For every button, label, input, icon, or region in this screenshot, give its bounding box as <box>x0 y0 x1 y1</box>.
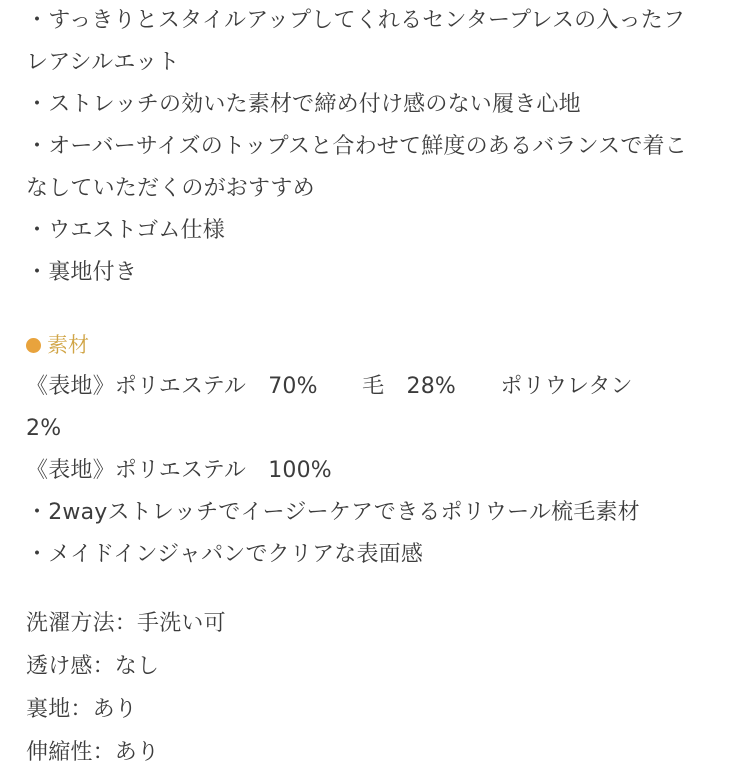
feature-line: ・裏地付き <box>26 260 138 285</box>
feature-line: レアシルエット <box>26 50 180 75</box>
care-line: 透け感：なし <box>26 654 160 679</box>
material-line: 《表地》ポリエステル 70% 毛 28% ポリウレタン <box>26 374 633 399</box>
material-block <box>26 324 717 576</box>
material-line: ・メイドインジャパンでクリアな表面感 <box>26 542 424 567</box>
feature-line: なしていただくのがおすすめ <box>26 176 315 201</box>
section-spacer <box>26 294 717 324</box>
material-line: 《表地》ポリエステル 100% <box>26 458 332 483</box>
care-block <box>26 602 717 774</box>
features-block <box>26 0 717 294</box>
material-line: 2% <box>26 416 62 441</box>
feature-line: ・オーバーサイズのトップスと合わせて鮮度のあるバランスで着こ <box>26 134 687 159</box>
material-section-heading <box>26 324 717 366</box>
feature-line: ・ウエストゴム仕様 <box>26 218 225 243</box>
feature-line: ・ストレッチの効いた素材で締め付け感のない履き心地 <box>26 92 581 117</box>
care-line: 洗濯方法：手洗い可 <box>26 611 226 636</box>
material-heading-label: 素材 <box>47 333 89 357</box>
section-spacer <box>26 576 717 602</box>
feature-line: ・すっきりとスタイルアップしてくれるセンタープレスの入ったフ <box>26 8 686 33</box>
material-line: ・2wayストレッチでイージーケアできるポリウール梳毛素材 <box>26 500 640 525</box>
care-line: 裏地：あり <box>26 697 138 722</box>
care-line: 伸縮性：あり <box>26 740 160 765</box>
filled-circle-icon <box>26 338 41 353</box>
